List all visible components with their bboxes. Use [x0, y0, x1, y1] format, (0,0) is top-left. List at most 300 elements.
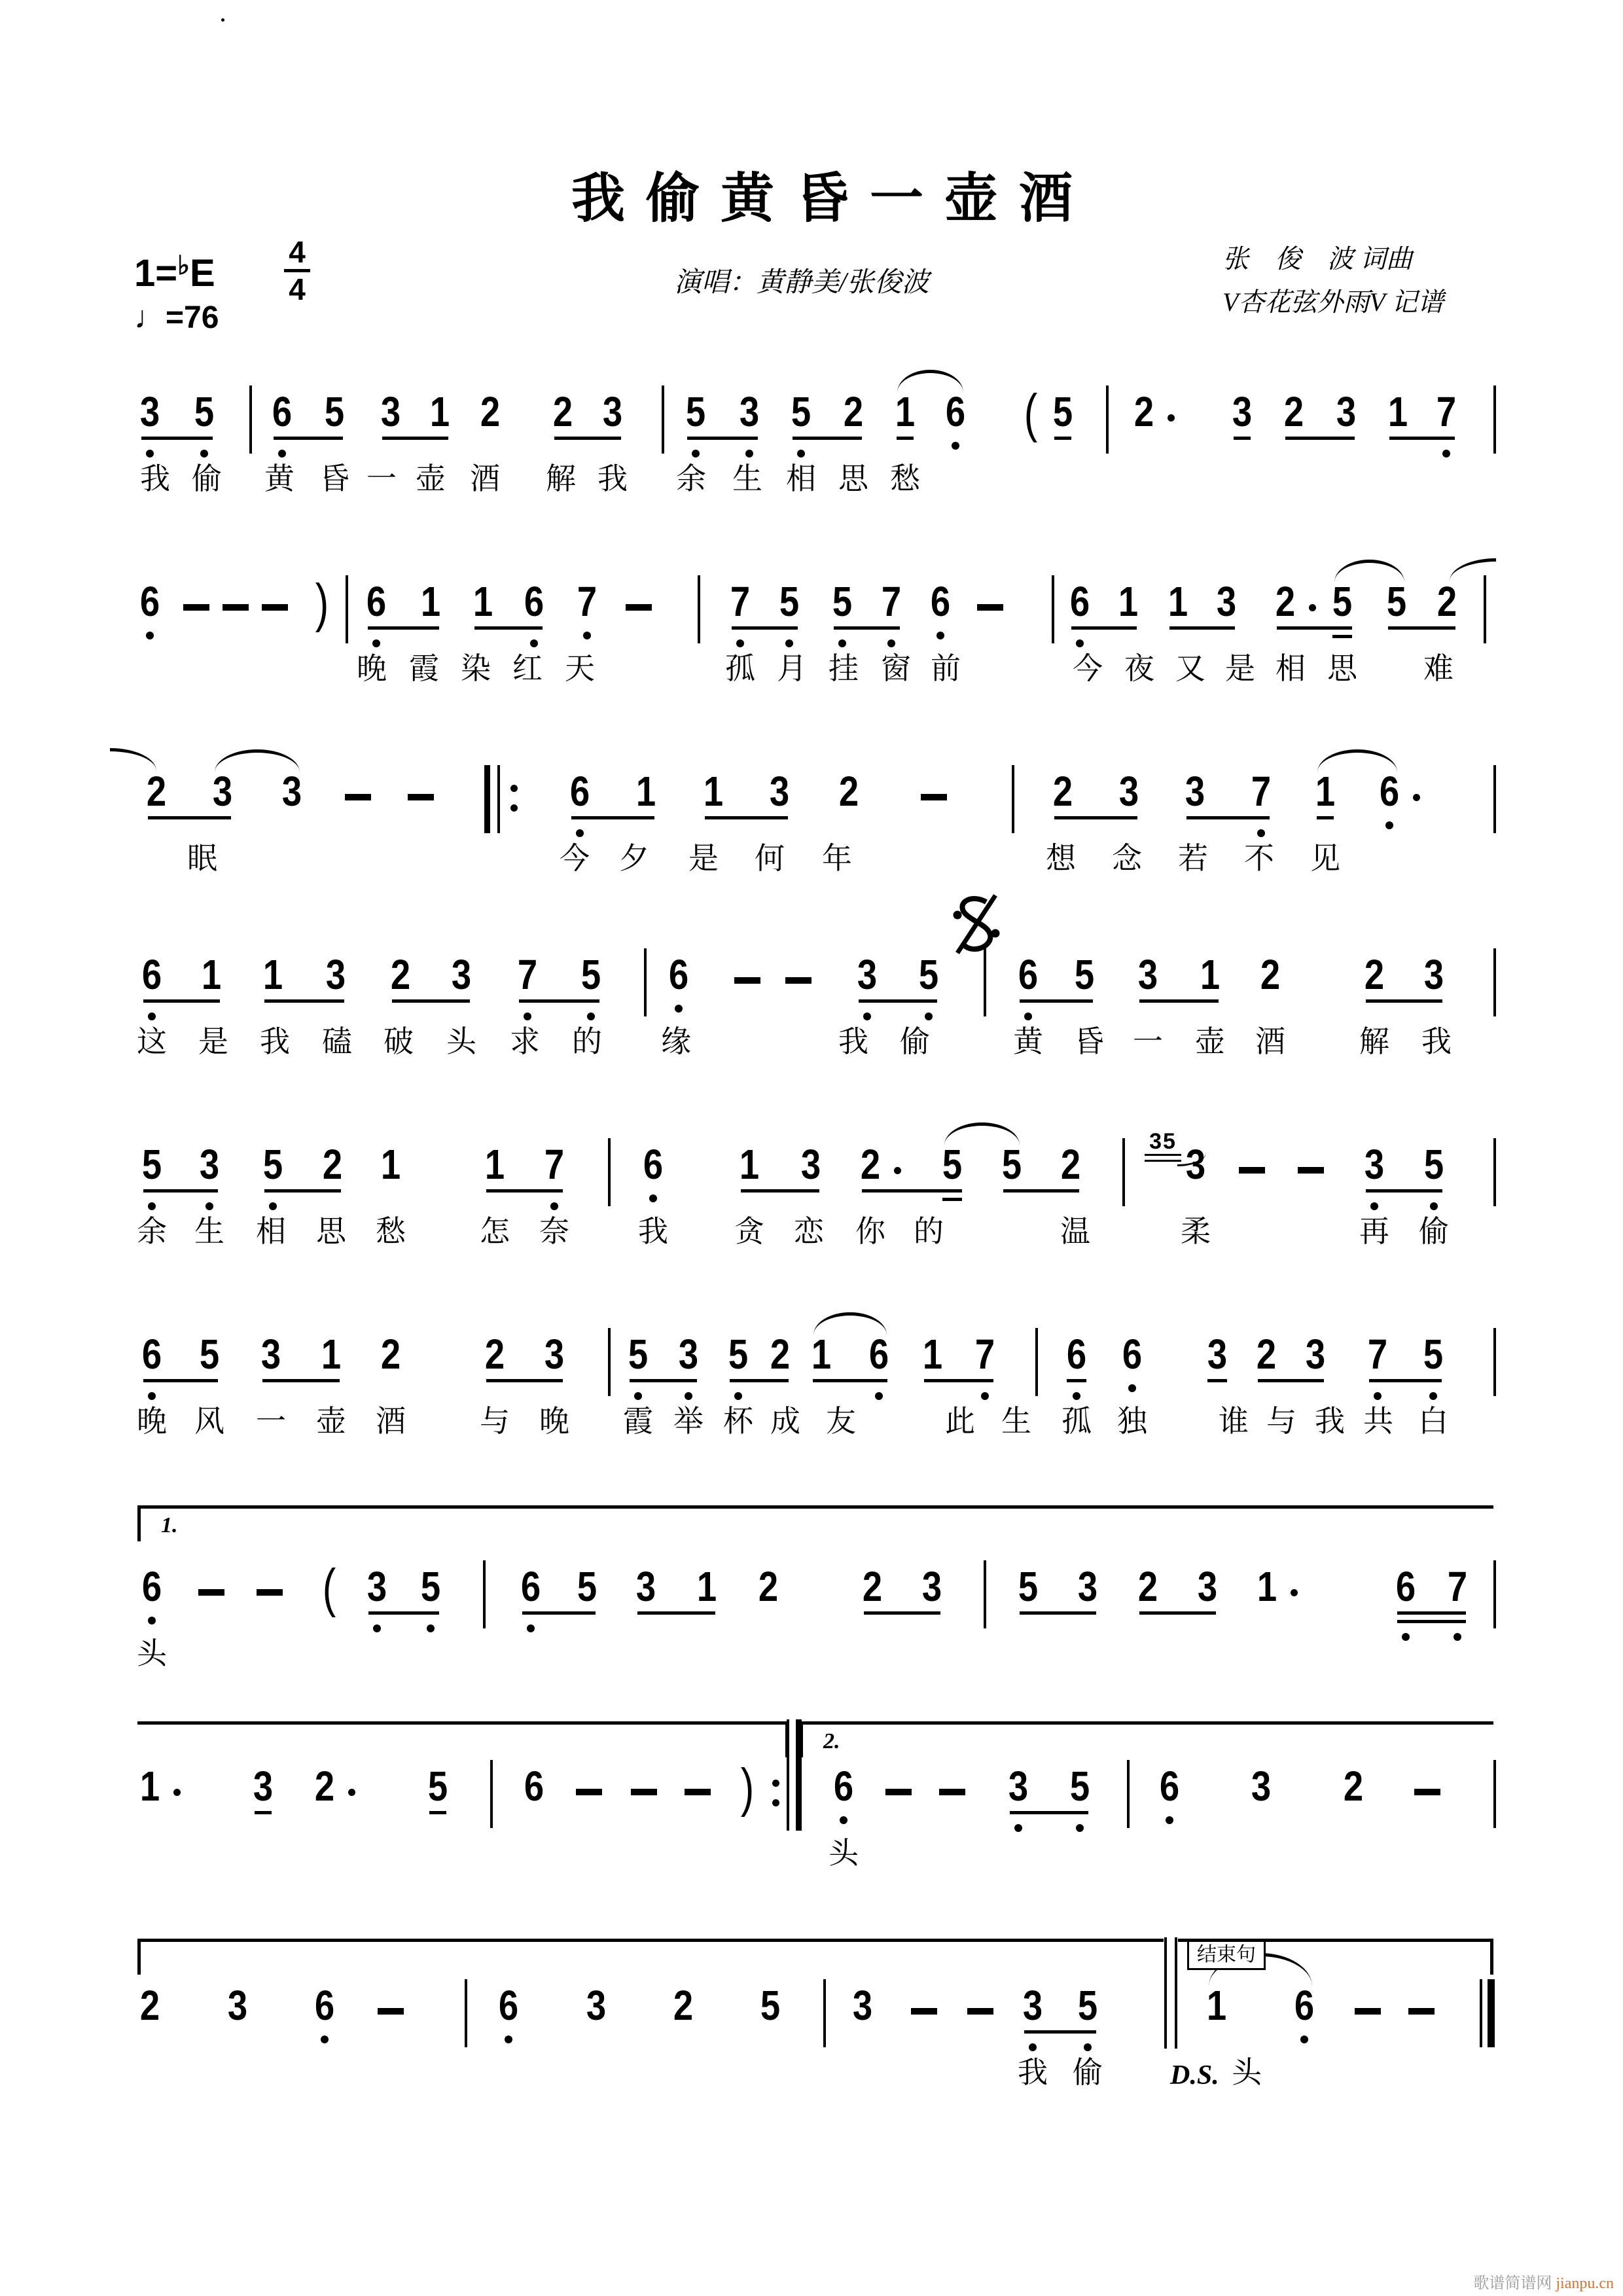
lyric: 想	[1046, 842, 1076, 875]
grace-beam	[1145, 1154, 1181, 1156]
duration-dash	[911, 2008, 937, 2015]
slur	[944, 1122, 1020, 1145]
lyric: 若	[1178, 842, 1208, 875]
note: 1	[1257, 1563, 1277, 1610]
lyric: 晚	[137, 1405, 167, 1438]
note: 6	[643, 1141, 664, 1188]
beam	[1397, 1611, 1466, 1615]
octave-dot	[146, 450, 154, 457]
octave-dot	[1076, 1824, 1084, 1832]
lyric: 见	[1310, 842, 1340, 875]
note: 1	[201, 951, 222, 998]
beam	[730, 1379, 789, 1382]
lyric: 友	[826, 1405, 856, 1438]
octave-dot	[1128, 1384, 1136, 1392]
note: 3	[1364, 1141, 1385, 1188]
lyric: 柔	[1181, 1215, 1211, 1248]
volta-tick	[137, 1939, 141, 1975]
note: 3	[800, 1141, 821, 1188]
lyric: 一	[256, 1405, 286, 1438]
beam	[1003, 1189, 1079, 1193]
beam	[392, 999, 470, 1003]
lyric: 我	[1421, 1025, 1452, 1058]
beam	[264, 1189, 341, 1193]
note: 6	[833, 1763, 854, 1810]
note: 3	[1118, 768, 1139, 815]
note: 3	[199, 1141, 220, 1188]
note: 5	[1386, 578, 1407, 625]
octave-dot	[1166, 1816, 1173, 1824]
lyric: 年	[822, 842, 852, 875]
lyric: 前	[931, 652, 961, 685]
lyric: 酒	[376, 1405, 406, 1438]
barline	[1012, 765, 1014, 833]
note: 2	[146, 768, 167, 815]
lyric: 与	[480, 1405, 510, 1438]
octave-dot	[797, 450, 805, 457]
note: 3	[1336, 388, 1357, 435]
beam	[732, 626, 798, 630]
tie-in	[110, 748, 156, 771]
note: 3	[253, 1763, 274, 1810]
tempo-marking	[134, 302, 219, 334]
volta-tick	[1490, 1939, 1493, 1975]
composer-credit: 张 俊 波 词曲	[1222, 244, 1412, 274]
lyric: 月	[777, 652, 807, 685]
repeat-start-thick-bar	[484, 765, 490, 833]
beam	[864, 1611, 940, 1615]
beam	[486, 1189, 563, 1193]
lyric: 再	[1359, 1215, 1389, 1248]
lyric: 共	[1363, 1405, 1393, 1438]
beam	[1234, 437, 1251, 440]
lyric: 头	[137, 1637, 167, 1670]
beam	[1317, 816, 1334, 819]
duration-dash	[345, 794, 371, 800]
octave-dot	[887, 639, 895, 647]
note: 2	[1364, 951, 1385, 998]
note: 6	[1294, 1982, 1315, 2029]
octave-dot	[685, 1392, 692, 1400]
watermark	[1440, 2270, 1614, 2293]
lyric: 余	[676, 462, 706, 495]
note: 1	[703, 768, 724, 815]
repeat-start-thin-bar	[497, 765, 500, 833]
volta-line	[800, 1721, 1493, 1725]
note: 2	[862, 1563, 883, 1610]
lyric: 一	[1133, 1025, 1163, 1058]
note: 1	[922, 1331, 943, 1378]
barline	[1493, 386, 1496, 454]
note: 6	[366, 578, 387, 625]
note: 5	[1077, 1982, 1098, 2029]
note: 3	[1077, 1563, 1098, 1610]
time-signature	[281, 237, 313, 304]
octave-dot	[505, 2036, 512, 2043]
double-barline	[1164, 1937, 1167, 2049]
octave-dot	[527, 1624, 535, 1632]
beam	[571, 816, 654, 819]
barline	[1052, 575, 1054, 643]
lyric: 壶	[416, 462, 446, 495]
key-prefix: 1=	[134, 252, 178, 295]
beam	[1369, 1379, 1442, 1382]
note: 2	[139, 1982, 160, 2029]
slur	[813, 1312, 887, 1335]
note: 3	[227, 1982, 248, 2029]
barline	[644, 948, 647, 1016]
octave-dot	[634, 1392, 642, 1400]
note: 6	[272, 388, 293, 435]
barline	[483, 1560, 486, 1628]
lyric: 破	[383, 1025, 414, 1058]
lyric: 风	[194, 1405, 224, 1438]
lyric: 头	[446, 1025, 476, 1058]
note: 5	[918, 951, 939, 998]
note: 6	[314, 1982, 335, 2029]
note: 1	[1168, 578, 1188, 625]
volta-tick	[785, 1721, 789, 1757]
note: 7	[1251, 768, 1272, 815]
octave-dot	[373, 1624, 381, 1632]
note: 5	[779, 578, 800, 625]
beam	[368, 626, 439, 630]
beam	[1332, 635, 1352, 638]
octave-dot	[1024, 1013, 1032, 1020]
note: 2	[484, 1331, 505, 1378]
lyric: 的	[572, 1025, 602, 1058]
barline	[346, 575, 348, 643]
beam	[1054, 437, 1071, 440]
lyric: 头	[829, 1837, 859, 1870]
note: 3	[1207, 1331, 1228, 1378]
beam	[813, 1379, 887, 1382]
note: 7	[730, 578, 751, 625]
octave-dot	[952, 442, 959, 450]
lyric: 偷	[192, 462, 222, 495]
lyric: 夕	[619, 842, 649, 875]
beam	[637, 1611, 715, 1615]
lyric: 霞	[409, 652, 439, 685]
barline	[1493, 1328, 1496, 1396]
beam	[368, 1611, 439, 1615]
note: 7	[881, 578, 902, 625]
octave-dot	[838, 639, 846, 647]
beam	[382, 437, 448, 440]
lyric: 何	[755, 842, 785, 875]
note: 7	[1367, 1331, 1388, 1378]
octave-dot	[1429, 1392, 1437, 1400]
barline	[984, 1560, 986, 1628]
beam	[834, 626, 900, 630]
augmentation-dot	[173, 1789, 181, 1796]
octave-dot	[1029, 2043, 1037, 2051]
duration-dash	[1408, 2008, 1435, 2015]
note: 1	[635, 768, 656, 815]
note: 3	[212, 768, 233, 815]
beam	[1139, 1611, 1216, 1615]
final-bar-thin	[1480, 1979, 1482, 2047]
note: 5	[262, 1141, 283, 1188]
note: 2	[843, 388, 864, 435]
note: 5	[324, 388, 345, 435]
note: 2	[758, 1563, 779, 1610]
note: 6	[1069, 578, 1090, 625]
lyric: 晚	[539, 1405, 569, 1438]
performer-credit: 演唱：黄静美/张俊波	[674, 268, 929, 298]
barline	[490, 1760, 493, 1828]
lyric: 难	[1423, 652, 1454, 685]
note: 2	[1060, 1141, 1081, 1188]
lyric: 偷	[1073, 2056, 1103, 2089]
note: 2	[1260, 951, 1281, 998]
note: 3	[544, 1331, 565, 1378]
note: 1	[811, 1331, 832, 1378]
beam	[793, 437, 862, 440]
beam	[1277, 626, 1352, 630]
lyric: 窗	[881, 652, 911, 685]
octave-dot	[1402, 1633, 1410, 1641]
note: 6	[498, 1982, 519, 2029]
note: 7	[1436, 388, 1457, 435]
beam	[1186, 816, 1270, 819]
duration-dash	[257, 1589, 283, 1596]
lyric: 壶	[1195, 1025, 1225, 1058]
note: 3	[769, 768, 790, 815]
note: 3	[602, 388, 623, 435]
octave-dot	[1385, 821, 1393, 829]
lyric: 生	[194, 1215, 224, 1248]
lyric: 染	[461, 652, 491, 685]
beam	[862, 1189, 962, 1193]
slur	[1334, 560, 1404, 583]
octave-dot	[148, 1617, 156, 1624]
beam	[1139, 999, 1219, 1003]
stray-dot	[221, 18, 224, 22]
beam	[1397, 1620, 1466, 1623]
octave-dot	[675, 1005, 683, 1013]
beam	[519, 999, 599, 1003]
watermark-site-name: 歌谱简谱网	[1473, 2275, 1556, 2292]
note: 2	[770, 1331, 791, 1378]
note: 5	[141, 1141, 162, 1188]
barline	[1493, 948, 1496, 1016]
lyric: 壶	[316, 1405, 346, 1438]
lyric: 缘	[661, 1025, 691, 1058]
duration-dash	[1355, 2008, 1381, 2015]
lyric: 我	[1315, 1405, 1345, 1438]
note: 3	[1008, 1763, 1029, 1810]
beam	[474, 626, 543, 630]
beam	[255, 1811, 272, 1814]
note: 7	[517, 951, 538, 998]
lyric: 黄	[264, 462, 294, 495]
note: 3	[260, 1331, 281, 1378]
beam	[859, 999, 937, 1003]
note: 1	[1387, 388, 1408, 435]
lyric: 昏	[319, 462, 349, 495]
lyric: 此	[945, 1405, 975, 1438]
lyric: 举	[673, 1405, 704, 1438]
barline	[1122, 1138, 1125, 1206]
note: 2	[322, 1141, 343, 1188]
note: 6	[524, 1763, 544, 1810]
note: 2	[380, 1331, 401, 1378]
close-paren: )	[740, 1758, 755, 1818]
augmentation-dot	[1291, 1589, 1298, 1596]
note: 5	[199, 1331, 220, 1378]
tempo-value: =76	[166, 300, 219, 335]
volta-line	[137, 1505, 1493, 1509]
note: 5	[791, 388, 812, 435]
duration-dash	[685, 1789, 711, 1795]
note: 3	[857, 951, 878, 998]
grace-beam	[1145, 1160, 1181, 1162]
beam	[143, 999, 220, 1003]
octave-dot	[925, 1013, 933, 1020]
beam	[141, 437, 213, 440]
note: 6	[945, 388, 966, 435]
lyric: 成	[770, 1405, 800, 1438]
note: 6	[520, 1563, 541, 1610]
slur	[1317, 749, 1397, 772]
lyric: 怎	[480, 1215, 510, 1248]
note: 6	[868, 1331, 889, 1378]
lyric: 求	[510, 1025, 540, 1058]
octave-dot	[840, 1816, 847, 1824]
note: 3	[1197, 1563, 1218, 1610]
lyric: 的	[914, 1215, 944, 1248]
lyric: 酒	[1255, 1025, 1285, 1058]
barline	[1106, 386, 1109, 454]
note: 6	[1122, 1331, 1143, 1378]
lyric: 思	[838, 462, 868, 495]
octave-dot	[269, 1202, 277, 1210]
barline	[608, 1138, 611, 1206]
lyric: 红	[512, 652, 543, 685]
lyric: 思	[316, 1215, 346, 1248]
duration-dash	[1239, 1167, 1265, 1174]
lyric: 头	[1232, 2056, 1262, 2089]
beam	[924, 1379, 993, 1382]
octave-dot	[649, 1194, 657, 1202]
note: 1	[321, 1331, 342, 1378]
note: 3	[139, 388, 160, 435]
note: 3	[281, 768, 302, 815]
barline	[1127, 1760, 1130, 1828]
barline	[984, 948, 986, 1016]
note: 7	[577, 578, 597, 625]
barline	[1493, 1560, 1496, 1628]
note: 5	[420, 1563, 441, 1610]
octave-dot	[1073, 1392, 1080, 1400]
octave-dot	[1454, 1633, 1461, 1641]
note: 6	[1395, 1563, 1416, 1610]
note: 5	[1001, 1141, 1022, 1188]
transcriber-credit: V杏花弦外雨V 记谱	[1222, 287, 1444, 317]
augmentation-dot	[1168, 414, 1175, 422]
note: 2	[1256, 1331, 1277, 1378]
lyric: 夜	[1124, 652, 1154, 685]
octave-dot	[692, 450, 700, 457]
augmentation-dot	[1413, 794, 1420, 801]
note: 6	[1066, 1331, 1087, 1378]
note: 1	[895, 388, 916, 435]
note: 2	[860, 1141, 881, 1188]
volta-label: 1.	[161, 1513, 178, 1537]
beam	[687, 437, 758, 440]
note: 3	[1216, 578, 1237, 625]
note: 1	[139, 1763, 160, 1810]
watermark-site-url: jianpu.cn	[1556, 2275, 1614, 2292]
note: 6	[1018, 951, 1039, 998]
octave-dot	[321, 2036, 329, 2043]
lyric: 愁	[890, 462, 920, 495]
lyric: 我	[260, 1025, 290, 1058]
note: 1	[1200, 951, 1221, 998]
beam	[1020, 999, 1093, 1003]
lyric: 今	[1073, 652, 1103, 685]
duration-dash	[1298, 1167, 1324, 1174]
lyric: 我	[638, 1215, 668, 1248]
note: 5	[1423, 1331, 1444, 1378]
lyric: 解	[1359, 1025, 1389, 1058]
octave-dot	[875, 1392, 883, 1400]
segno-icon	[947, 891, 1006, 957]
octave-dot	[936, 632, 944, 639]
volta-line	[137, 1721, 789, 1725]
octave-dot	[785, 639, 793, 647]
octave-dot	[1374, 1392, 1382, 1400]
note: 5	[832, 578, 853, 625]
note: 1	[429, 388, 450, 435]
octave-dot	[146, 632, 154, 639]
note: 1	[420, 578, 441, 625]
augmentation-dot	[894, 1167, 901, 1174]
lyric: 余	[137, 1215, 167, 1248]
barline	[1484, 575, 1486, 643]
open-paren: (	[1024, 384, 1038, 443]
duration-dash	[378, 2008, 404, 2015]
note: 5	[1018, 1563, 1039, 1610]
octave-dot	[1300, 2036, 1308, 2043]
lyric: 偷	[900, 1025, 930, 1058]
beam	[274, 437, 343, 440]
note: 1	[739, 1141, 760, 1188]
octave-dot	[745, 450, 753, 457]
dal-segno-marking: D.S.	[1170, 2060, 1219, 2090]
duration-dash	[408, 794, 434, 800]
duration-dash	[183, 604, 209, 611]
barline	[1493, 765, 1496, 833]
lyric: 我	[838, 1025, 868, 1058]
beam	[705, 816, 788, 819]
repeat-dot	[510, 785, 518, 792]
note: 3	[1185, 768, 1205, 815]
note: 3	[366, 1563, 387, 1610]
note: 5	[1423, 1141, 1444, 1188]
note: 3	[1423, 951, 1444, 998]
octave-dot	[148, 1013, 156, 1020]
octave-dot	[278, 450, 286, 457]
lyric: 温	[1060, 1215, 1090, 1248]
beam	[143, 1379, 218, 1382]
note: 1	[484, 1141, 505, 1188]
note: 3	[1185, 1141, 1206, 1188]
note: 6	[930, 578, 951, 625]
beam	[148, 816, 231, 819]
barline	[698, 575, 700, 643]
